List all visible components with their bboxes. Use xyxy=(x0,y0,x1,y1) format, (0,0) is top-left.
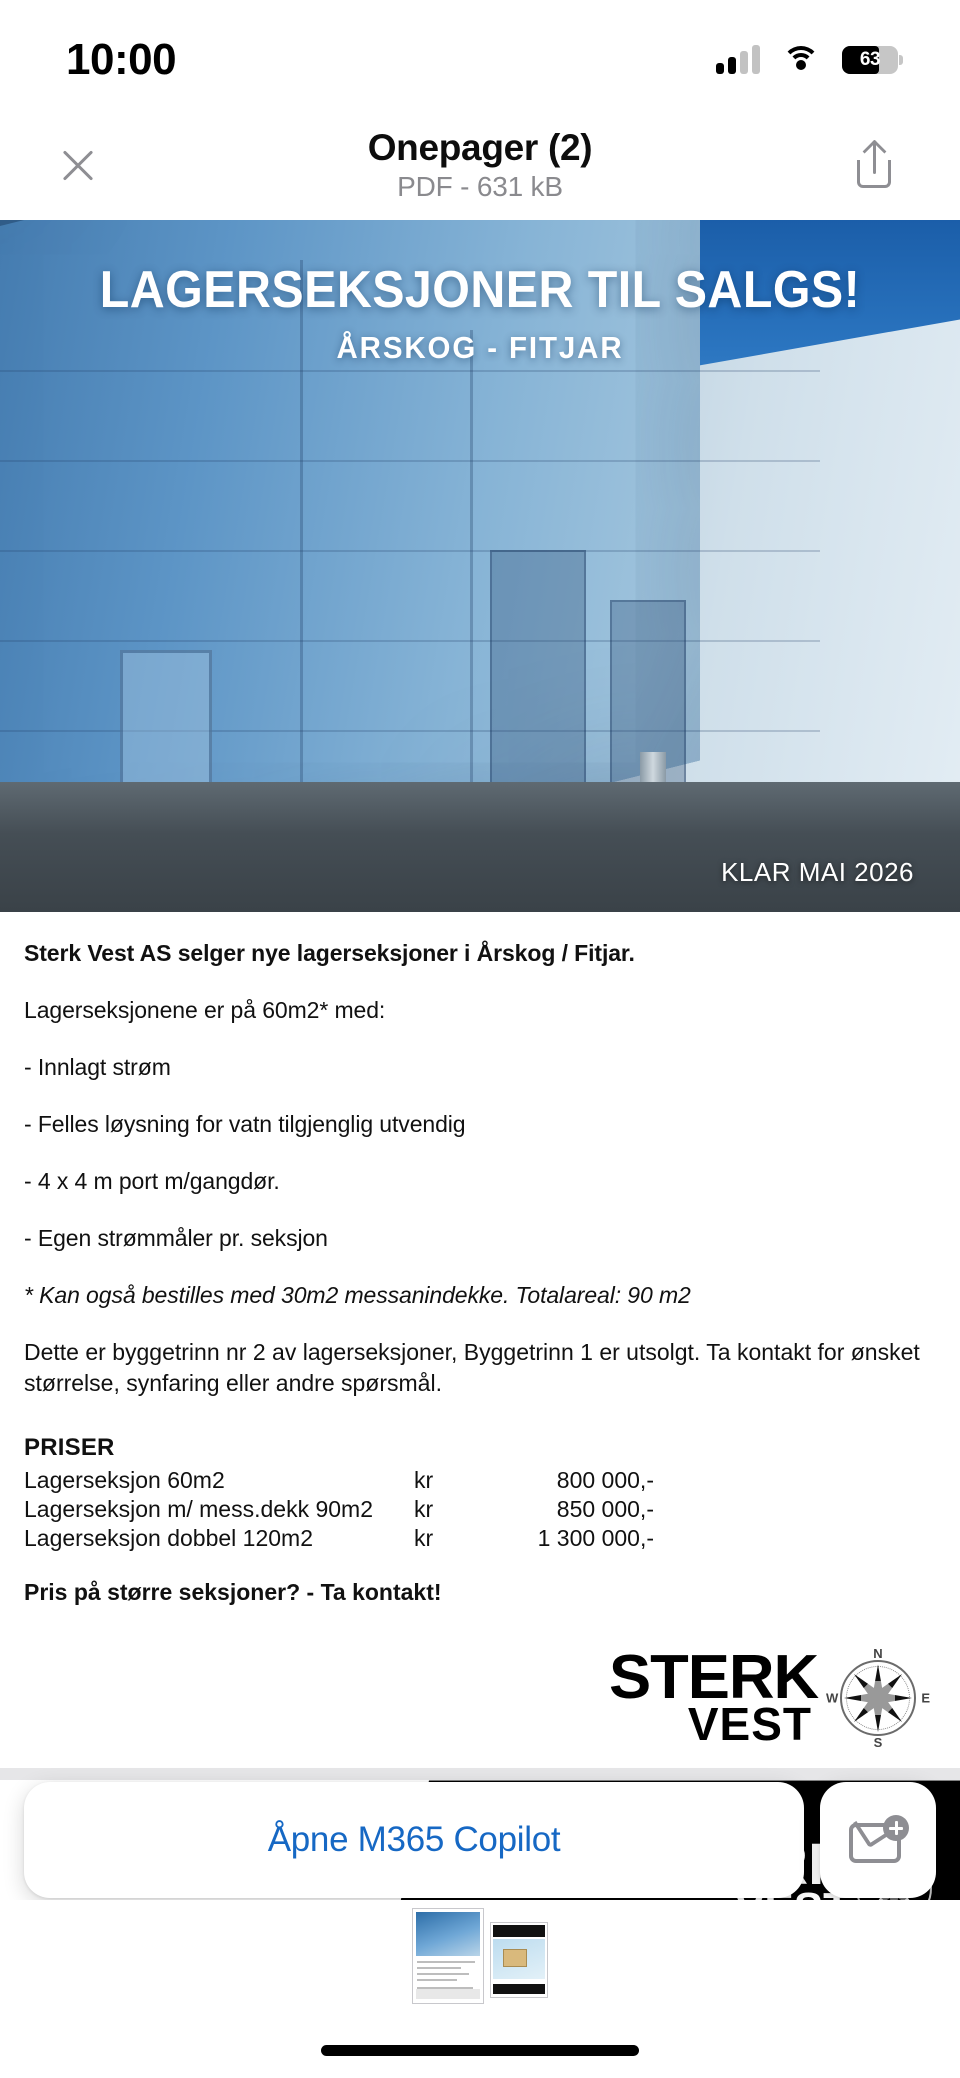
footnote: * Kan også bestilles med 30m2 messanindekke. Totalareal: 90 m2 xyxy=(24,1282,691,1309)
page-title: Onepager (2) xyxy=(367,127,593,169)
hero-subtitle: ÅRSKOG - FITJAR xyxy=(336,330,624,365)
price-amount: 850 000,- xyxy=(556,1496,654,1523)
close-icon xyxy=(58,145,98,185)
price-currency: kr xyxy=(414,1467,434,1494)
price-amount: 1 300 000,- xyxy=(537,1525,654,1552)
price-item: Lagerseksjon 60m2 xyxy=(24,1467,225,1494)
close-button[interactable] xyxy=(46,133,110,197)
document-header xyxy=(0,110,960,220)
cellular-signal-icon xyxy=(716,46,760,74)
hero-title: LAGERSEKSJONER TIL SALGS! xyxy=(99,261,861,319)
compass-label-south: S xyxy=(873,1735,883,1751)
table-row xyxy=(24,1466,654,1495)
price-currency: kr xyxy=(414,1496,434,1523)
open-copilot-button[interactable] xyxy=(24,1782,804,1898)
share-icon xyxy=(857,142,891,188)
price-currency: kr xyxy=(414,1525,434,1552)
lead-paragraph: Sterk Vest AS selger nye lagerseksjoner i Årskog / Fitjar. xyxy=(24,940,635,966)
table-row xyxy=(24,1524,654,1553)
feature-item: - Felles løysning for vatn tilgjenglig utvendig xyxy=(24,1111,466,1138)
page-thumbnail-bar xyxy=(0,1900,960,2078)
compass-label-east: E xyxy=(921,1690,930,1706)
status-indicators xyxy=(716,46,898,74)
header-title-block xyxy=(0,127,960,202)
logo-line-2: VEST xyxy=(687,1698,812,1751)
compass-label-west: W xyxy=(826,1690,839,1706)
intro-paragraph: Lagerseksjonene er på 60m2* med: xyxy=(24,997,386,1024)
page-divider xyxy=(0,1768,960,1780)
pdf-page-1 xyxy=(0,220,960,1768)
price-amount: 800 000,- xyxy=(556,1467,654,1494)
feature-item: - Innlagt strøm xyxy=(24,1054,171,1081)
battery-percent: 63 xyxy=(859,49,881,70)
wifi-icon xyxy=(782,46,820,74)
page-thumbnail-1[interactable] xyxy=(412,1908,484,2004)
table-row xyxy=(24,1495,654,1524)
prices-heading: PRISER xyxy=(24,1434,115,1462)
price-item: Lagerseksjon m/ mess.dekk 90m2 xyxy=(24,1496,373,1523)
compass-rose-icon xyxy=(826,1646,930,1751)
description-paragraph: Dette er byggetrinn nr 2 av lagerseksjoner, Byggetrinn 1 er utsolgt. Ta kontakt for ønsket størrelse, synfaring eller andre spørsmål. xyxy=(24,1339,920,1396)
price-item: Lagerseksjon dobbel 120m2 xyxy=(24,1525,313,1552)
sterk-vest-logo xyxy=(0,1628,960,1768)
floating-action-bar xyxy=(0,1780,960,1900)
open-copilot-label: Åpne M365 Copilot xyxy=(267,1820,561,1859)
status-time: 10:00 xyxy=(66,35,177,84)
status-bar xyxy=(0,0,960,110)
hero-ready-note: KLAR MAI 2026 xyxy=(721,857,914,887)
mail-add-icon xyxy=(849,1817,907,1863)
hero-photo xyxy=(0,220,960,912)
share-button[interactable] xyxy=(842,133,906,197)
page-thumbnail-2[interactable] xyxy=(490,1922,548,1998)
feature-item: - 4 x 4 m port m/gangdør. xyxy=(24,1168,280,1195)
prices-table xyxy=(24,1466,654,1553)
home-indicator xyxy=(321,2045,639,2056)
battery-icon xyxy=(842,46,898,74)
feature-item: - Egen strømmåler pr. seksjon xyxy=(24,1225,328,1252)
compose-mail-button[interactable] xyxy=(820,1782,936,1898)
logo-line-1: STERK xyxy=(608,1643,819,1713)
contact-line: Pris på større seksjoner? - Ta kontakt! xyxy=(24,1579,442,1606)
compass-label-north: N xyxy=(873,1646,883,1662)
document-body xyxy=(0,912,960,1606)
document-meta: PDF - 631 kB xyxy=(397,170,563,202)
